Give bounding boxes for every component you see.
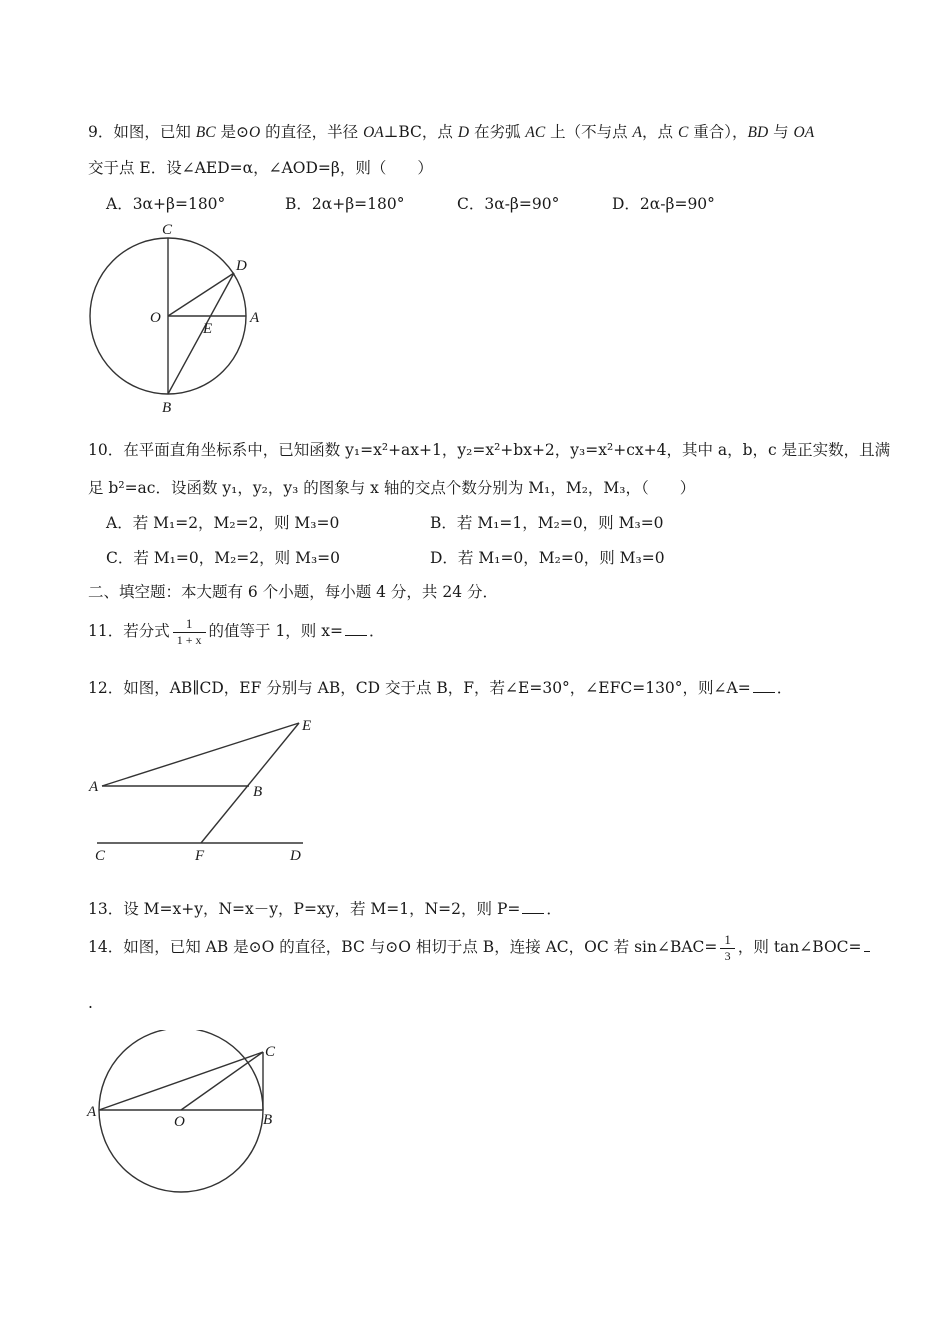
q14-label-o: O bbox=[174, 1114, 185, 1130]
q9-text: 是⊙ bbox=[215, 123, 250, 141]
q11-answer-blank[interactable] bbox=[345, 621, 367, 636]
q9-var: BC bbox=[195, 124, 216, 141]
q9-label-o: O bbox=[150, 310, 161, 326]
q13-answer-blank[interactable] bbox=[522, 899, 544, 914]
q9-option-c: C．3α-β=90° bbox=[457, 195, 560, 213]
q9-text: 与 bbox=[768, 123, 794, 141]
q14-answer-blank[interactable] bbox=[864, 937, 870, 952]
q9-var: BD bbox=[747, 124, 769, 141]
q11-text: ． bbox=[368, 622, 385, 640]
q9-var: A bbox=[632, 124, 643, 141]
q14-numerator: 1 bbox=[724, 932, 731, 947]
q12-line-ef bbox=[201, 723, 299, 843]
q12-label-c: C bbox=[95, 848, 106, 864]
q9-line1 bbox=[88, 120, 814, 142]
q9-label-b: B bbox=[162, 400, 172, 416]
q9-figure bbox=[80, 218, 280, 418]
q11-text: 11．若分式 bbox=[88, 622, 170, 640]
q9-text: 的直径，半径 bbox=[260, 123, 364, 141]
q14-line-ac bbox=[99, 1052, 263, 1110]
q9-var: O bbox=[249, 124, 261, 141]
q9-text: 9．如图，已知 bbox=[88, 123, 196, 141]
q9-option-b: B．2α+β=180° bbox=[285, 195, 405, 213]
q9-label-a: A bbox=[250, 310, 260, 326]
section-2-heading: 二、填空题：本大题有 6 个小题，每小题 4 分，共 24 分． bbox=[88, 583, 499, 601]
q9-segment-od bbox=[168, 273, 234, 316]
q10-option-b: B．若 M₁=1，M₂=0，则 M₃=0 bbox=[430, 514, 664, 532]
q11-line bbox=[88, 616, 384, 648]
q10-line1: 10．在平面直角坐标系中，已知函数 y₁=x²+ax+1，y₂=x²+bx+2，y₃=x²+cx+4，其中 a，b，c 是正实数，且满 bbox=[88, 441, 891, 459]
q14-text: 14．如图，已知 AB 是⊙O 的直径，BC 与⊙O 相切于点 B，连接 AC，OC 若 sin∠BAC= bbox=[88, 938, 718, 956]
q11-fraction bbox=[173, 616, 206, 648]
q12-line-ae bbox=[102, 723, 299, 786]
q9-label-d: D bbox=[236, 258, 247, 274]
q10-option-a: A．若 M₁=2，M₂=2，则 M₃=0 bbox=[106, 514, 340, 532]
q10-option-c: C．若 M₁=0，M₂=2，则 M₃=0 bbox=[106, 549, 341, 567]
q10-option-d: D．若 M₁=0，M₂=0，则 M₃=0 bbox=[430, 549, 665, 567]
q9-text: 重合）， bbox=[688, 123, 748, 141]
q9-chord-bd bbox=[168, 273, 234, 394]
q9-text: ⊥BC，点 bbox=[383, 123, 458, 141]
q12-line bbox=[88, 676, 792, 698]
q12-text: ． bbox=[776, 679, 793, 697]
q9-label-e: E bbox=[203, 321, 213, 337]
q11-numerator: 1 bbox=[185, 616, 193, 631]
q12-label-a: A bbox=[89, 779, 99, 795]
q12-label-f: F bbox=[195, 848, 205, 864]
q14-label-a: A bbox=[87, 1104, 97, 1120]
q14-circle bbox=[99, 1030, 263, 1192]
q12-figure bbox=[85, 710, 325, 870]
q12-label-e: E bbox=[302, 718, 312, 734]
q10-line2: 足 b²=ac．设函数 y₁，y₂，y₃ 的图象与 x 轴的交点个数分别为 M₁，M₂，M₃，（ ） bbox=[88, 479, 696, 497]
q14-denominator: 3 bbox=[720, 948, 735, 964]
q9-label-c: C bbox=[162, 222, 173, 238]
q9-text: 上（不与点 bbox=[545, 123, 633, 141]
q12-text: 12．如图，AB∥CD，EF 分别与 AB，CD 交于点 B，F，若∠E=30°，∠EFC=130°，则∠A= bbox=[88, 679, 751, 697]
q9-var: OA bbox=[793, 124, 815, 141]
q9-text: 在劣弧 bbox=[469, 123, 526, 141]
q13-text: 13．设 M=x+y，N=x－y，P=xy，若 M=1，N=2，则 P= bbox=[88, 900, 521, 918]
q13-line bbox=[88, 897, 562, 919]
q14-fraction bbox=[720, 932, 735, 964]
q12-label-b: B bbox=[253, 784, 263, 800]
q14-end: . bbox=[88, 994, 93, 1012]
q9-var: AC bbox=[525, 124, 546, 141]
q11-denominator: 1 + x bbox=[173, 632, 206, 648]
q9-var: C bbox=[677, 124, 689, 141]
q9-text: ，点 bbox=[642, 123, 678, 141]
q14-label-b: B bbox=[263, 1112, 273, 1128]
q9-option-d: D．2α-β=90° bbox=[612, 195, 715, 213]
q12-label-d: D bbox=[290, 848, 301, 864]
q13-text: ． bbox=[546, 900, 562, 918]
q12-answer-blank[interactable] bbox=[753, 678, 775, 693]
q11-text: 的值等于 1，则 x= bbox=[208, 622, 343, 640]
q14-line bbox=[88, 932, 872, 964]
q14-figure bbox=[82, 1030, 302, 1205]
q9-var: D bbox=[457, 124, 470, 141]
q9-var: OA bbox=[363, 124, 384, 141]
q9-line2: 交于点 E．设∠AED=α，∠AOD=β，则（ ） bbox=[88, 159, 433, 177]
q14-text: ，则 tan∠BOC= bbox=[737, 938, 862, 956]
q9-option-a: A．3α+β=180° bbox=[106, 195, 226, 213]
q14-line-oc bbox=[181, 1052, 263, 1110]
q14-label-c: C bbox=[265, 1044, 276, 1060]
